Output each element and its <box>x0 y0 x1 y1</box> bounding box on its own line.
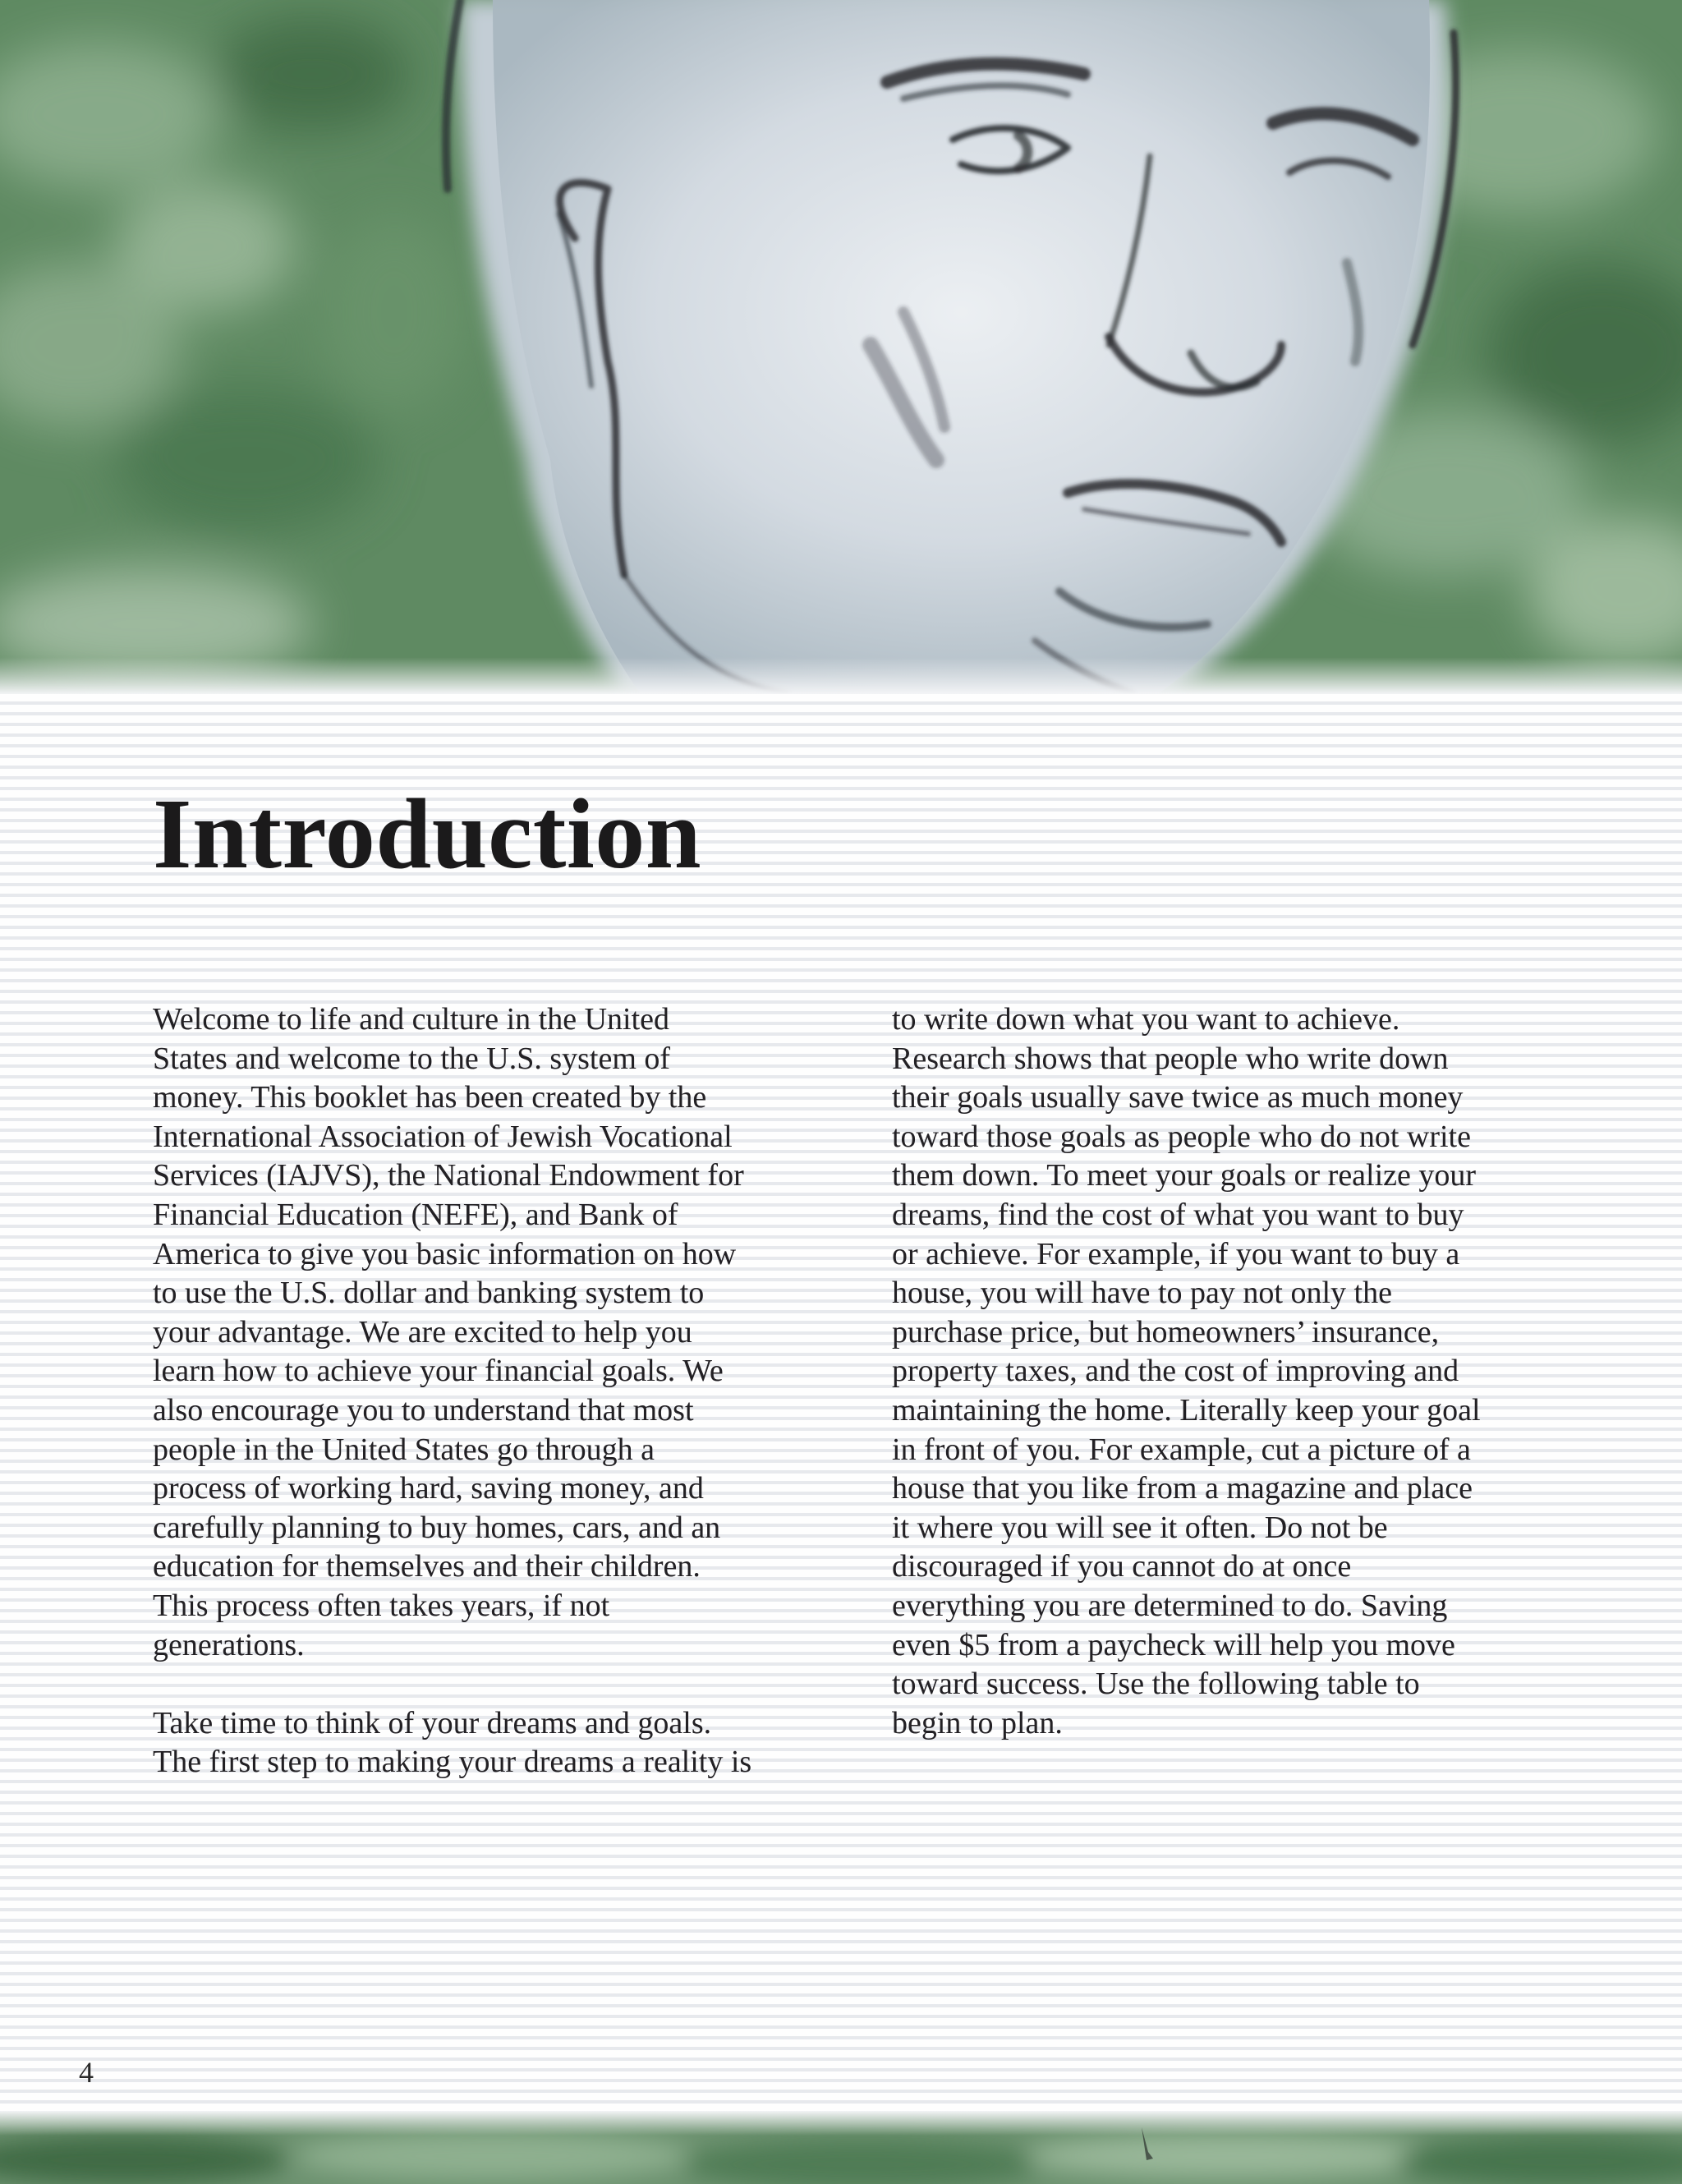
page-title: Introduction <box>153 779 702 890</box>
text-line: Services (IAJVS), the National Endowment for <box>153 1158 744 1193</box>
text-line: toward success. Use the following table to <box>892 1667 1420 1702</box>
right-column <box>892 1000 1598 1743</box>
page-number: 4 <box>79 2056 94 2089</box>
text-line: States and welcome to the U.S. system of <box>153 1041 671 1076</box>
text-line: house that you like from a magazine and place <box>892 1471 1473 1506</box>
text-line: Welcome to life and culture in the United <box>153 1002 670 1037</box>
footer-green-band <box>0 2111 1682 2184</box>
text-line: money. This booklet has been created by the <box>153 1080 707 1115</box>
text-line: them down. To meet your goals or realize your <box>892 1158 1477 1193</box>
text-line: generations. <box>153 1627 305 1662</box>
text-line: in front of you. For example, cut a picture of a <box>892 1432 1471 1467</box>
text-line: Research shows that people who write down <box>892 1041 1449 1076</box>
text-line: dreams, find the cost of what you want to buy <box>892 1197 1464 1232</box>
text-line: everything you are determined to do. Saving <box>892 1588 1448 1623</box>
hero-illustration <box>0 0 1682 694</box>
text-line: house, you will have to pay not only the <box>892 1276 1392 1311</box>
text-line: education for themselves and their children. <box>153 1549 701 1584</box>
footer-texture-image <box>0 2111 1682 2184</box>
text-line: property taxes, and the cost of improving and <box>892 1354 1459 1389</box>
text-line: International Association of Jewish Vocational <box>153 1119 733 1154</box>
text-line: also encourage you to understand that most <box>153 1392 694 1428</box>
left-column <box>153 1000 859 1782</box>
text-line: America to give you basic information on how <box>153 1236 737 1271</box>
text-line: Financial Education (NEFE), and Bank of <box>153 1197 678 1232</box>
intro-paragraph-2 <box>153 1704 859 1782</box>
text-line: learn how to achieve your financial goals. We <box>153 1354 724 1389</box>
text-line: toward those goals as people who do not write <box>892 1119 1471 1154</box>
text-line: carefully planning to buy homes, cars, and an <box>153 1510 721 1545</box>
text-line: purchase price, but homeowners’ insurance, <box>892 1314 1440 1349</box>
text-line: process of working hard, saving money, and <box>153 1471 704 1506</box>
text-line: This process often takes years, if not <box>153 1588 610 1623</box>
intro-paragraph-1 <box>153 1000 859 1665</box>
text-line: discouraged if you cannot do at once <box>892 1549 1352 1584</box>
intro-paragraph-2-continued <box>892 1000 1598 1743</box>
text-line: or achieve. For example, if you want to buy a <box>892 1236 1460 1271</box>
text-line: The first step to making your dreams a reality is <box>153 1745 752 1780</box>
text-line: maintaining the home. Literally keep your goal <box>892 1392 1481 1428</box>
text-line: your advantage. We are excited to help you <box>153 1314 692 1349</box>
text-line: their goals usually save twice as much money <box>892 1080 1464 1115</box>
text-line: to use the U.S. dollar and banking system to <box>153 1276 705 1311</box>
text-line: begin to plan. <box>892 1705 1063 1740</box>
text-line: Take time to think of your dreams and goals. <box>153 1705 712 1740</box>
text-line: to write down what you want to achieve. <box>892 1002 1400 1037</box>
paragraph-spacer <box>153 1665 859 1704</box>
text-line: it where you will see it often. Do not be <box>892 1510 1388 1545</box>
portrait-sketch-image <box>0 0 1682 694</box>
text-line: people in the United States go through a <box>153 1432 655 1467</box>
text-line: even $5 from a paycheck will help you move <box>892 1627 1455 1662</box>
